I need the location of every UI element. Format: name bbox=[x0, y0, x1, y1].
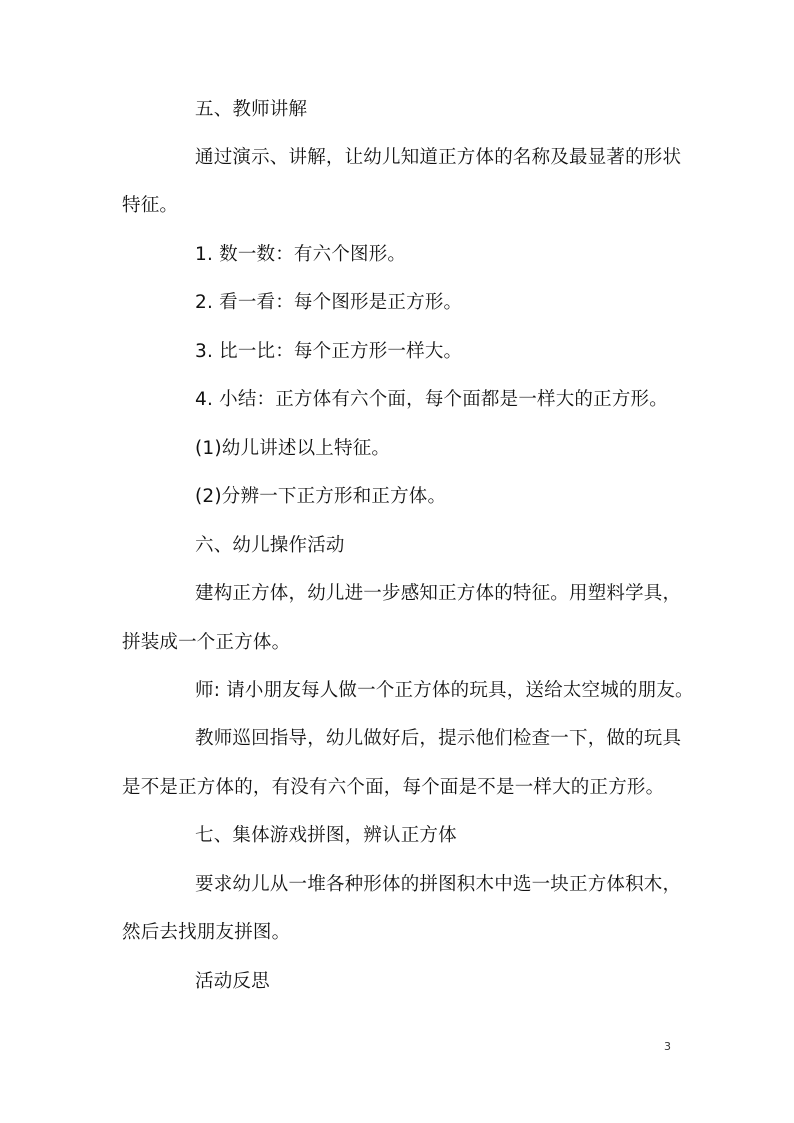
section-heading-child-activity: 六、幼儿操作活动 bbox=[195, 535, 345, 556]
sub-list-item: (1)幼儿讲述以上特征。 bbox=[195, 438, 391, 459]
paragraph-line: 通过演示、讲解，让幼儿知道正方体的名称及最显著的形状 bbox=[195, 147, 682, 168]
list-item: 4. 小结：正方体有六个面，每个面都是一样大的正方形。 bbox=[195, 389, 668, 410]
list-item: 1. 数一数：有六个图形。 bbox=[195, 244, 407, 265]
paragraph-line: 是不是正方体的，有没有六个面，每个面是不是一样大的正方形。 bbox=[122, 777, 665, 798]
section-heading-group-game: 七、集体游戏拼图，辨认正方体 bbox=[195, 825, 457, 846]
page-number: 3 bbox=[664, 1040, 671, 1053]
list-item: 2. 看一看：每个图形是正方形。 bbox=[195, 292, 463, 313]
paragraph-line: 师: 请小朋友每人做一个正方体的玩具，送给太空城的朋友。 bbox=[195, 680, 694, 701]
paragraph-line: 教师巡回指导，幼儿做好后，提示他们检查一下，做的玩具 bbox=[195, 728, 682, 749]
paragraph-line: 然后去找朋友拼图。 bbox=[122, 922, 291, 943]
paragraph-line: 要求幼儿从一堆各种形体的拼图积木中选一块正方体积木， bbox=[195, 874, 682, 895]
paragraph-line: 特征。 bbox=[122, 195, 179, 216]
list-item: 3. 比一比：每个正方形一样大。 bbox=[195, 341, 463, 362]
section-heading-reflection: 活动反思 bbox=[195, 971, 270, 992]
section-heading-teacher-explanation: 五、教师讲解 bbox=[195, 99, 308, 120]
paragraph-line: 拼装成一个正方体。 bbox=[122, 632, 291, 653]
sub-list-item: (2)分辨一下正方形和正方体。 bbox=[195, 486, 447, 507]
paragraph-line: 建构正方体，幼儿进一步感知正方体的特征。用塑料学具， bbox=[195, 583, 682, 604]
